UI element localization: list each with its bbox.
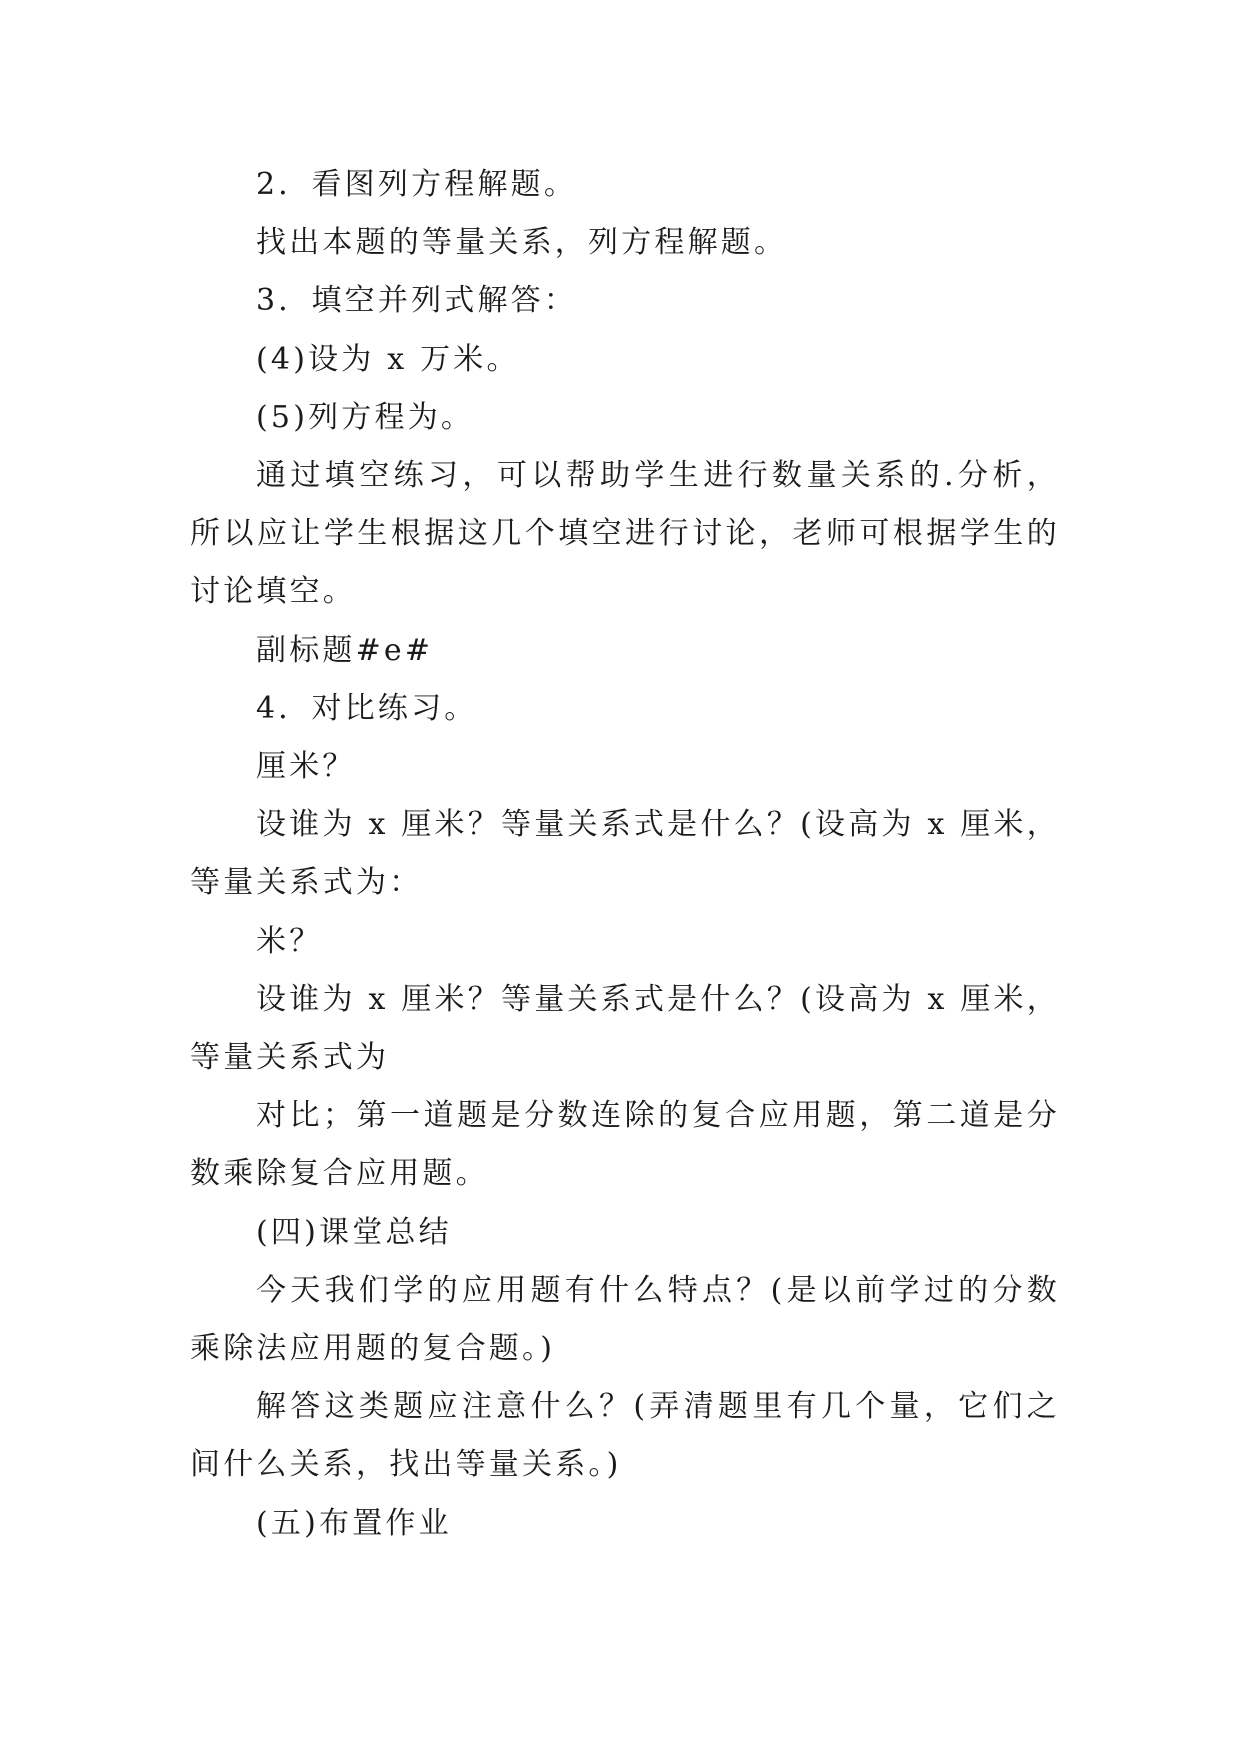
paragraph-10: 设谁为 x 厘米？等量关系式是什么？(设高为 x 厘米，等量关系式为：	[190, 807, 1060, 901]
paragraph-12: 设谁为 x 厘米？等量关系式是什么？(设高为 x 厘米，等量关系式为	[190, 981, 1060, 1076]
paragraph-16: 解答这类题应注意什么？(弄清题里有几个量，它们之间什么关系，找出等量关系。)	[190, 1389, 1060, 1483]
paragraph-8: 4．对比练习。	[256, 690, 478, 726]
paragraph-2: 找出本题的等量关系，列方程解题。	[256, 225, 788, 261]
paragraph-15: 今天我们学的应用题有什么特点？(是以前学过的分数乘除法应用题的复合题。)	[190, 1272, 1060, 1367]
paragraph-1: 2．看图列方程解题。	[256, 167, 578, 202]
paragraph-6: 通过填空练习，可以帮助学生进行数量关系的.分析，所以应让学生根据这几个填空进行讨论，老师可根据学生的讨论填空。	[190, 458, 1060, 610]
section-heading-summary: (四)课堂总结	[256, 1214, 452, 1250]
subtitle-placeholder: 副标题#e#	[256, 632, 434, 668]
paragraph-3: 3．填空并列式解答：	[256, 283, 578, 319]
paragraph-4: (4)设为 x 万米。	[256, 341, 520, 377]
paragraph-13: 对比；第一道题是分数连除的复合应用题，第二道是分数乘除复合应用题。	[190, 1098, 1060, 1192]
section-heading-homework: (五)布置作业	[256, 1505, 452, 1541]
paragraph-11: 米？	[256, 923, 323, 959]
document-body	[190, 156, 1060, 1553]
paragraph-5: (5)列方程为。	[256, 399, 475, 435]
paragraph-9: 厘米？	[256, 749, 356, 785]
